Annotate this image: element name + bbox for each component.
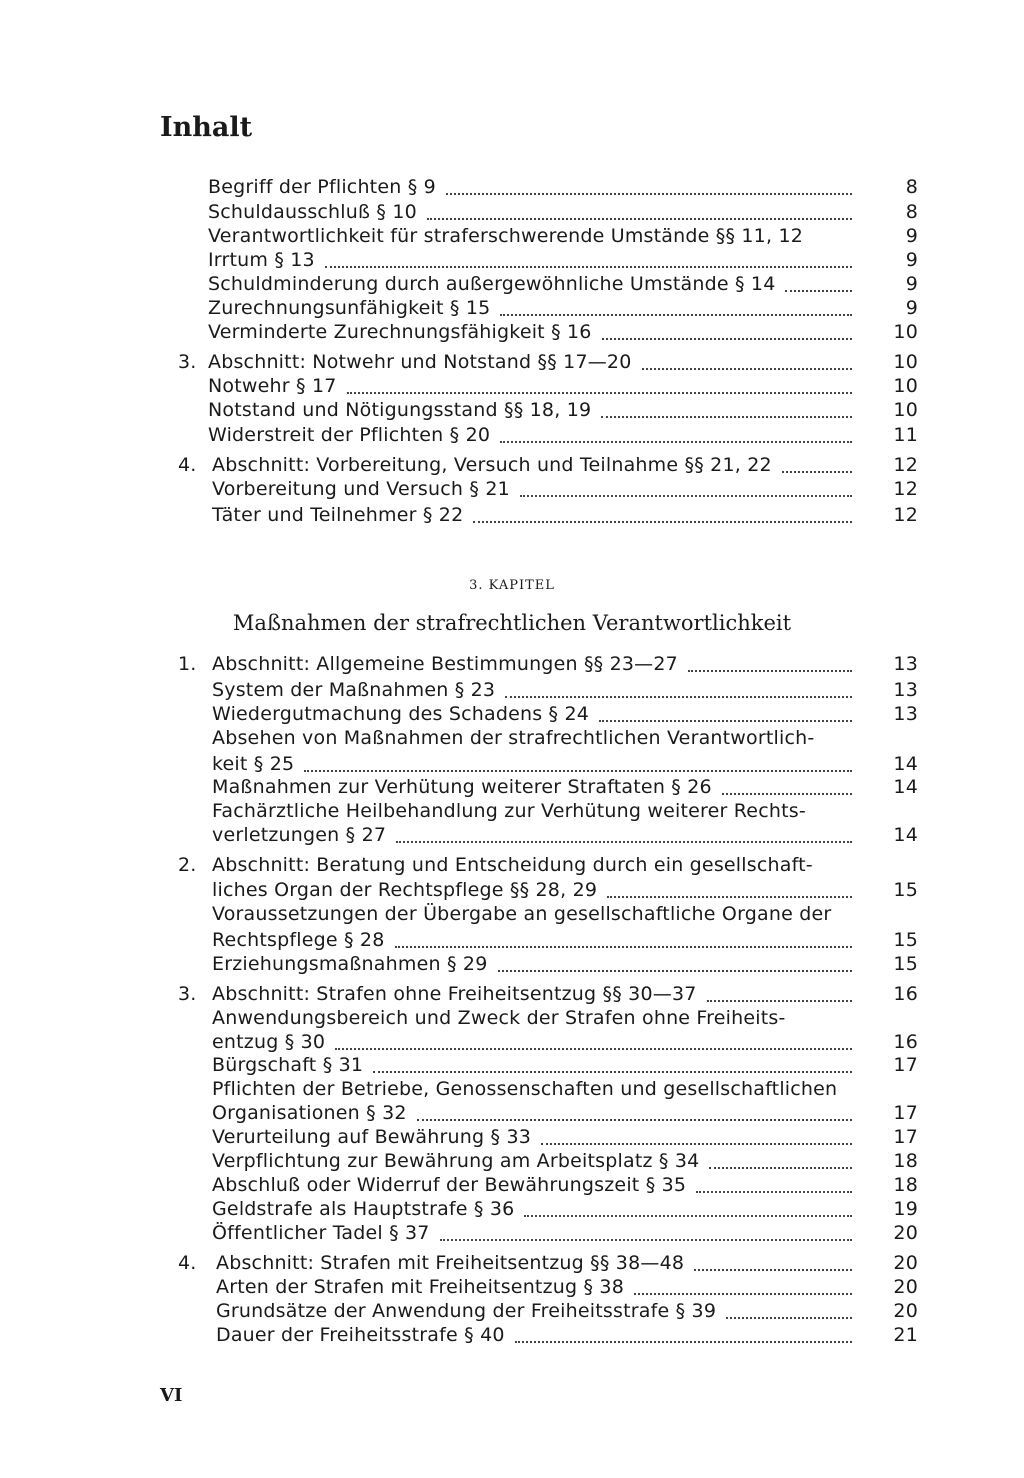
dot-leader <box>304 753 852 772</box>
toc-entry-title: Rechtspflege § 28 <box>212 929 385 951</box>
toc-entry <box>0 854 1024 880</box>
toc-page-number: 18 <box>893 1150 918 1172</box>
chapter-title: Maßnahmen der strafrechtlichen Verantwortlichkeit <box>232 611 792 635</box>
toc-entry <box>0 800 1024 826</box>
dot-leader <box>599 703 852 722</box>
section-number: 1. <box>178 653 197 675</box>
toc-entry <box>0 824 1024 850</box>
toc-entry-title: liches Organ der Rechtspflege §§ 28, 29 <box>212 879 598 901</box>
toc-entry <box>0 273 1024 299</box>
toc-entry <box>0 679 1024 705</box>
dot-leader <box>785 273 852 292</box>
dot-leader <box>602 321 852 340</box>
dot-leader <box>541 1126 852 1145</box>
dot-leader <box>694 1252 852 1271</box>
toc-page-number: 17 <box>893 1126 918 1148</box>
toc-entry <box>0 1222 1024 1248</box>
toc-page-number: 10 <box>893 375 918 397</box>
toc-entry-title: Abschnitt: Strafen ohne Freiheitsentzug §§ 30—37 <box>212 983 697 1005</box>
toc-entry <box>0 321 1024 347</box>
toc-entry-title: Notwehr § 17 <box>208 375 337 397</box>
toc-entry-title: Abschnitt: Vorbereitung, Versuch und Teilnahme §§ 21, 22 <box>212 454 772 476</box>
toc-entry-title: Vorbereitung und Versuch § 21 <box>212 478 510 500</box>
toc-entry <box>0 727 1024 753</box>
toc-entry <box>0 953 1024 979</box>
toc-entry <box>0 903 1024 929</box>
toc-page-number: 18 <box>893 1174 918 1196</box>
toc-page-number: 10 <box>893 351 918 373</box>
toc-entry-title: Abschnitt: Strafen mit Freiheitsentzug §§ 38—48 <box>216 1252 685 1274</box>
toc-page-number: 13 <box>893 653 918 675</box>
toc-page-number: 20 <box>893 1300 918 1322</box>
section-number: 4. <box>178 1252 197 1274</box>
toc-entry <box>0 225 1024 251</box>
toc-entry-title: Fachärztliche Heilbehandlung zur Verhütung weiterer Rechts- <box>212 800 806 822</box>
toc-entry <box>0 504 1024 530</box>
toc-page-number: 9 <box>905 225 918 247</box>
dot-leader <box>642 351 852 370</box>
toc-entry-title: keit § 25 <box>212 753 295 775</box>
toc-page-number: 20 <box>893 1252 918 1274</box>
toc-entry-title: Schuldausschluß § 10 <box>208 201 417 223</box>
toc-entry <box>0 351 1024 377</box>
dot-leader <box>520 478 852 497</box>
toc-page-number: 12 <box>893 454 918 476</box>
toc-page-number: 21 <box>893 1324 918 1346</box>
dot-leader <box>500 424 852 443</box>
toc-entry <box>0 1007 1024 1033</box>
toc-page-number: 11 <box>893 424 918 446</box>
dot-leader <box>498 953 853 972</box>
toc-entry <box>0 1174 1024 1200</box>
toc-entry-title: Täter und Teilnehmer § 22 <box>212 504 464 526</box>
toc-entry-title: Dauer der Freiheitsstrafe § 40 <box>216 1324 505 1346</box>
toc-entry-title: Voraussetzungen der Übergabe an gesellschaftliche Organe der <box>212 903 832 925</box>
section-number: 4. <box>178 454 197 476</box>
toc-page-number: 15 <box>893 879 918 901</box>
toc-entry <box>0 1300 1024 1326</box>
toc-entry <box>0 478 1024 504</box>
toc-entry-title: Widerstreit der Pflichten § 20 <box>208 424 491 446</box>
toc-entry <box>0 1252 1024 1278</box>
toc-entry-title: Verurteilung auf Bewährung § 33 <box>212 1126 532 1148</box>
toc-page-number: 19 <box>893 1198 918 1220</box>
toc-entry <box>0 879 1024 905</box>
dot-leader <box>782 454 852 473</box>
toc-entry <box>0 1078 1024 1104</box>
toc-page-number: 12 <box>893 478 918 500</box>
toc-entry-title: Schuldminderung durch außergewöhnliche Umstände § 14 <box>208 273 776 295</box>
toc-entry <box>0 929 1024 955</box>
page-number-footer: VI <box>160 1385 183 1406</box>
toc-page-number: 20 <box>893 1222 918 1244</box>
dot-leader <box>373 1054 852 1073</box>
toc-page-number: 15 <box>893 929 918 951</box>
toc-entry <box>0 249 1024 275</box>
toc-page-number: 13 <box>893 679 918 701</box>
toc-entry-title: Öffentlicher Tadel § 37 <box>212 1222 430 1244</box>
toc-page-number: 14 <box>893 753 918 775</box>
toc-page-number: 20 <box>893 1276 918 1298</box>
dot-leader <box>709 1150 852 1169</box>
dot-leader <box>325 249 852 268</box>
dot-leader <box>688 653 852 672</box>
toc-entry <box>0 1102 1024 1128</box>
toc-entry-title: Abschluß oder Widerruf der Bewährungszeit § 35 <box>212 1174 687 1196</box>
toc-page-number: 14 <box>893 824 918 846</box>
toc-entry-title: Abschnitt: Allgemeine Bestimmungen §§ 23—27 <box>212 653 678 675</box>
toc-entry-title: Verminderte Zurechnungsfähigkeit § 16 <box>208 321 592 343</box>
toc-page-number: 10 <box>893 321 918 343</box>
toc-entry <box>0 1198 1024 1224</box>
toc-entry <box>0 703 1024 729</box>
toc-entry <box>0 201 1024 227</box>
toc-entry <box>0 399 1024 425</box>
toc-page-number: 9 <box>905 273 918 295</box>
toc-entry <box>0 424 1024 450</box>
dot-leader <box>707 983 852 1002</box>
toc-page-number: 8 <box>905 176 918 198</box>
toc-page-number: 12 <box>893 504 918 526</box>
section-number: 3. <box>178 351 197 373</box>
toc-page-number: 17 <box>893 1054 918 1076</box>
toc-entry-title: System der Maßnahmen § 23 <box>212 679 496 701</box>
toc-entry-title: Notstand und Nötigungsstand §§ 18, 19 <box>208 399 592 421</box>
page-heading: Inhalt <box>160 112 253 143</box>
dot-leader <box>505 679 852 698</box>
toc-entry-title: Organisationen § 32 <box>212 1102 407 1124</box>
toc-entry <box>0 1054 1024 1080</box>
dot-leader <box>427 201 852 220</box>
toc-entry-title: verletzungen § 27 <box>212 824 387 846</box>
toc-entry-title: Wiedergutmachung des Schadens § 24 <box>212 703 590 725</box>
toc-entry <box>0 1150 1024 1176</box>
toc-entry <box>0 1324 1024 1350</box>
dot-leader <box>396 824 852 843</box>
toc-entry <box>0 297 1024 323</box>
toc-entry-title: Abschnitt: Notwehr und Notstand §§ 17—20 <box>208 351 632 373</box>
toc-page-number: 10 <box>893 399 918 421</box>
toc-entry-title: Erziehungsmaßnahmen § 29 <box>212 953 488 975</box>
toc-entry <box>0 176 1024 202</box>
toc-entry-title: Zurechnungsunfähigkeit § 15 <box>208 297 491 319</box>
toc-entry-title: Arten der Strafen mit Freiheitsentzug § 38 <box>216 1276 625 1298</box>
toc-entry-title: Verpflichtung zur Bewährung am Arbeitsplatz § 34 <box>212 1150 700 1172</box>
toc-page-number: 16 <box>893 983 918 1005</box>
dot-leader <box>607 879 852 898</box>
toc-page-number: 8 <box>905 201 918 223</box>
toc-entry-title: Grundsätze der Anwendung der Freiheitsstrafe § 39 <box>216 1300 717 1322</box>
toc-entry <box>0 983 1024 1009</box>
dot-leader <box>347 375 852 394</box>
dot-leader <box>634 1276 852 1295</box>
toc-entry-title: Geldstrafe als Hauptstrafe § 36 <box>212 1198 515 1220</box>
toc-entry-title: Verantwortlichkeit für straferschwerende Umstände §§ 11, 12 <box>208 225 804 247</box>
toc-entry <box>0 653 1024 679</box>
dot-leader <box>601 399 852 418</box>
dot-leader <box>722 776 852 795</box>
toc-page-number: 17 <box>893 1102 918 1124</box>
toc-entry <box>0 1126 1024 1152</box>
toc-entry <box>0 375 1024 401</box>
dot-leader <box>726 1300 852 1319</box>
dot-leader <box>696 1174 852 1193</box>
toc-entry-title: Absehen von Maßnahmen der strafrechtlichen Verantwortlich- <box>212 727 815 749</box>
toc-entry-title: Abschnitt: Beratung und Entscheidung durch ein gesellschaft- <box>212 854 813 876</box>
toc-page-number: 16 <box>893 1031 918 1053</box>
toc-page-number: 14 <box>893 776 918 798</box>
dot-leader <box>395 929 853 948</box>
toc-page-number: 9 <box>905 297 918 319</box>
toc-entry <box>0 454 1024 480</box>
dot-leader <box>500 297 852 316</box>
toc-entry-title: Irrtum § 13 <box>208 249 315 271</box>
toc-page-number: 9 <box>905 249 918 271</box>
toc-entry-title: Begriff der Pflichten § 9 <box>208 176 436 198</box>
dot-leader <box>417 1102 852 1121</box>
dot-leader <box>524 1198 852 1217</box>
toc-entry-title: entzug § 30 <box>212 1031 326 1053</box>
section-number: 3. <box>178 983 197 1005</box>
toc-entry <box>0 1276 1024 1302</box>
chapter-label: 3. KAPITEL <box>469 578 555 593</box>
dot-leader <box>473 504 852 523</box>
toc-entry-title: Anwendungsbereich und Zweck der Strafen ohne Freiheits- <box>212 1007 786 1029</box>
toc-entry-title: Maßnahmen zur Verhütung weiterer Straftaten § 26 <box>212 776 712 798</box>
toc-page-number: 13 <box>893 703 918 725</box>
dot-leader <box>515 1324 852 1343</box>
toc-entry-title: Bürgschaft § 31 <box>212 1054 364 1076</box>
dot-leader <box>440 1222 852 1241</box>
toc-entry <box>0 776 1024 802</box>
dot-leader <box>335 1031 852 1050</box>
toc-page-number: 15 <box>893 953 918 975</box>
dot-leader <box>446 176 852 195</box>
section-number: 2. <box>178 854 197 876</box>
toc-entry-title: Pflichten der Betriebe, Genossenschaften und gesellschaftlichen <box>212 1078 838 1100</box>
